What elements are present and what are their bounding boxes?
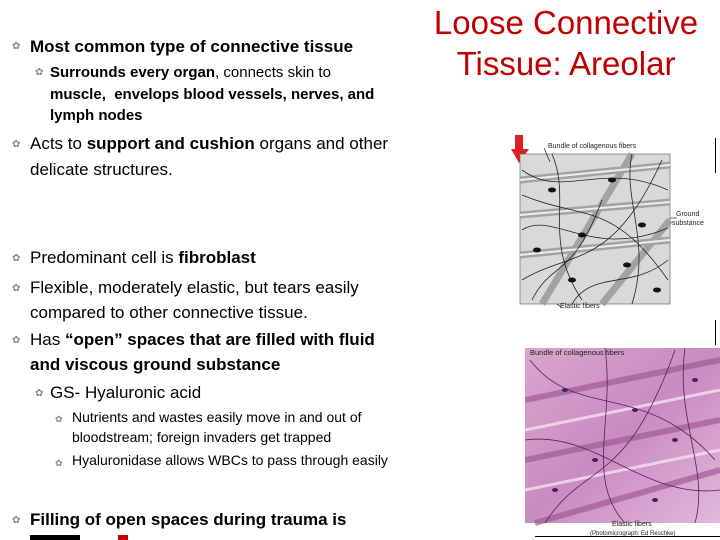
areolar-tissue-micrograph [525, 340, 720, 540]
bullet-4-line-2: compared to other connective tissue. [30, 303, 308, 322]
diagram-label-substance: substance [672, 220, 704, 227]
bullet-icon: ✿ [35, 388, 44, 399]
title-line-2: Tissue: Areolar [456, 45, 676, 82]
bullet-1a-envelops: envelops blood vessels, nerves, and [114, 86, 375, 103]
micrograph-credit: (Photomicrograph: Ed Reschke) [590, 531, 676, 537]
bullet-5a2: Hyaluronidase allows WBCs to pass through easily [72, 452, 388, 468]
bullet-5a1-line-2: bloodstream; foreign invaders get trapped [72, 429, 332, 445]
bullet-1a-line-2 [50, 86, 374, 103]
bullet-icon: ✿ [12, 515, 21, 526]
slide-title [416, 2, 716, 84]
bullet-icon: ✿ [12, 335, 21, 346]
bullet-1a-muscle: muscle, [50, 86, 106, 103]
bullet-icon: ✿ [12, 139, 21, 150]
bullet-icon: ✿ [12, 41, 21, 52]
bullet-1: Most common type of connective tissue [30, 37, 354, 56]
bullet-1a-line-1 [50, 64, 331, 81]
bullet-3-bold: fibroblast [178, 248, 256, 267]
bullet-2-line-1 [30, 134, 388, 154]
diagram-label-ground: Ground [676, 211, 700, 218]
bullet-1a-bold: Surrounds every organ [50, 64, 216, 81]
bullet-5-line-2: and viscous ground substance [30, 355, 281, 374]
bullet-5-line-1 [30, 330, 375, 350]
bullet-6: Filling of open spaces during trauma is [30, 510, 347, 529]
micrograph-label-collagen: Bundle of collagenous fibers [530, 348, 625, 357]
bullet-5-text: Has [30, 330, 65, 349]
bullet-4-line-1: Flexible, moderately elastic, but tears easily [30, 278, 359, 297]
bullet-2-text-b: organs and other [254, 134, 389, 153]
bullet-2-text-a: Acts to [30, 134, 87, 153]
bullet-3 [30, 248, 256, 268]
bullet-icon: ✿ [55, 414, 63, 424]
bullet-icon: ✿ [12, 253, 21, 264]
clipped-text-fragment [30, 535, 80, 540]
bullet-1a-text: , connects skin to [215, 64, 331, 81]
diagram-label-collagen: Bundle of collagenous fibers [548, 143, 636, 150]
bullet-icon: ✿ [12, 283, 21, 294]
bullet-1a-line-3: lymph nodes [50, 107, 143, 124]
diagram-label-elastic: Elastic fibers [560, 303, 600, 310]
bullet-5a: GS- Hyaluronic acid [50, 383, 202, 402]
bullet-2-bold: support and cushion [86, 134, 255, 153]
bullet-3-text: Predominant cell is [30, 248, 179, 267]
bullet-icon: ✿ [35, 67, 44, 78]
clipped-red-text-fragment [118, 535, 128, 540]
bullet-5-bold: “open” spaces that are filled with fluid [64, 330, 375, 349]
bullet-icon: ✿ [55, 458, 63, 468]
title-line-1: Loose Connective [433, 4, 699, 41]
bullet-2-line-2: delicate structures. [30, 160, 173, 179]
micrograph-label-elastic: Elastic fibers [612, 521, 652, 528]
areolar-tissue-diagram [512, 140, 720, 315]
bullet-5a1-line-1: Nutrients and wastes easily move in and out of [72, 409, 362, 425]
